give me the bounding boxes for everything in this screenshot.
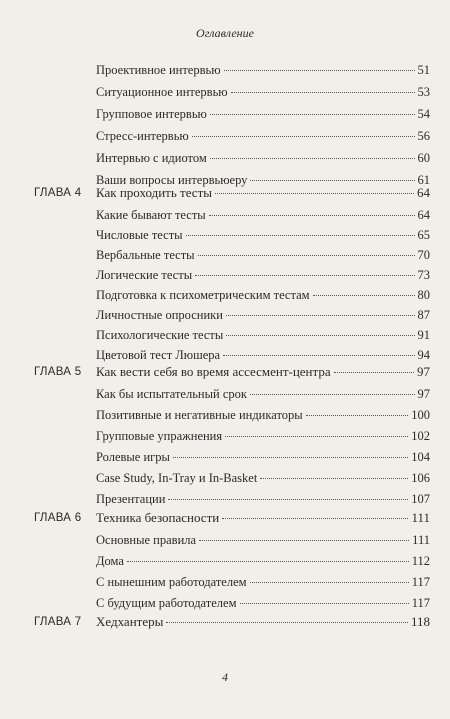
toc-entry <box>96 226 430 244</box>
toc-entry <box>96 61 430 79</box>
dot-leader <box>223 354 414 356</box>
toc-entry <box>96 127 430 145</box>
dot-leader <box>225 435 408 437</box>
toc-entry <box>96 346 430 364</box>
chapter-row <box>96 509 430 527</box>
toc-entry <box>96 266 430 284</box>
entry-page: 102 <box>411 429 430 443</box>
entry-title: Дома <box>96 554 124 568</box>
toc-entry <box>96 448 430 466</box>
toc-entry <box>96 385 430 403</box>
entry-page: 97 <box>417 387 430 401</box>
entry-title: Презентации <box>96 492 166 506</box>
entry-page: 94 <box>417 348 430 362</box>
dot-leader <box>127 560 409 562</box>
toc-entry <box>96 206 430 224</box>
entry-page: 111 <box>412 533 430 547</box>
chapter-row <box>96 184 430 202</box>
toc-entry <box>96 286 430 304</box>
dot-leader <box>209 214 415 216</box>
dot-leader <box>210 113 415 115</box>
dot-leader <box>166 621 408 623</box>
chapter-row <box>96 613 430 631</box>
dot-leader <box>186 234 415 236</box>
entry-title: Ролевые игры <box>96 450 170 464</box>
page-number: 4 <box>222 670 228 684</box>
toc-entry <box>96 531 430 549</box>
entry-title: С нынешним работодателем <box>96 575 247 589</box>
dot-leader <box>173 456 408 458</box>
entry-page: 65 <box>417 228 430 242</box>
entry-title: Числовые тесты <box>96 228 183 242</box>
dot-leader <box>226 334 414 336</box>
chapter-row <box>96 363 430 381</box>
chapter-label: ГЛАВА 4 <box>34 187 82 199</box>
dot-leader <box>306 414 409 416</box>
dot-leader <box>240 602 409 604</box>
entry-page: 56 <box>417 129 430 143</box>
entry-title: Цветовой тест Люшера <box>96 348 221 362</box>
entry-page: 60 <box>417 151 430 165</box>
chapter-title: Как проходить тесты <box>96 185 212 200</box>
entry-title: Личностные опросники <box>96 308 223 322</box>
toc-entry <box>96 326 430 344</box>
entry-title: Основные правила <box>96 533 197 547</box>
entry-page: 100 <box>411 408 430 422</box>
chapter-title: Техника безопасности <box>96 510 220 525</box>
dot-leader <box>168 498 408 500</box>
chapter-label: ГЛАВА 7 <box>34 616 82 628</box>
entry-title: Вербальные тесты <box>96 248 195 262</box>
toc-entry <box>96 246 430 264</box>
toc-entry <box>96 594 430 612</box>
dot-leader <box>224 69 415 71</box>
chapter-label: ГЛАВА 5 <box>34 366 82 378</box>
chapter-page: 111 <box>411 510 430 525</box>
chapter-page: 64 <box>417 185 430 200</box>
toc-entry <box>96 306 430 324</box>
entry-page: 91 <box>417 328 430 342</box>
toc-entry <box>96 406 430 424</box>
entry-title: Проективное интервью <box>96 63 221 77</box>
toc-entry <box>96 105 430 123</box>
entry-title: Позитивные и негативные индикаторы <box>96 408 303 422</box>
toc-entry <box>96 490 430 508</box>
dot-leader <box>192 135 415 137</box>
dot-leader <box>231 91 415 93</box>
entry-page: 87 <box>417 308 430 322</box>
entry-title: Логические тесты <box>96 268 193 282</box>
chapter-title: Как вести себя во время ассесмент-центра <box>96 364 331 379</box>
entry-title: Стресс-интервью <box>96 129 189 143</box>
chapter-title: Хедхантеры <box>96 614 164 629</box>
dot-leader <box>250 179 414 181</box>
entry-title: Групповые упражнения <box>96 429 223 443</box>
entry-title: Ситуационное интервью <box>96 85 228 99</box>
chapter-label: ГЛАВА 6 <box>34 512 82 524</box>
entry-title: Психологические тесты <box>96 328 224 342</box>
dot-leader <box>313 294 415 296</box>
toc-entry <box>96 552 430 570</box>
entry-page: 107 <box>411 492 430 506</box>
dot-leader <box>250 581 409 583</box>
entry-page: 73 <box>417 268 430 282</box>
dot-leader <box>250 393 415 395</box>
entry-page: 51 <box>417 63 430 77</box>
entry-page: 54 <box>417 107 430 121</box>
dot-leader <box>334 371 414 373</box>
dot-leader <box>210 157 415 159</box>
entry-page: 70 <box>417 248 430 262</box>
entry-title: Ваши вопросы интервьюеру <box>96 173 248 187</box>
entry-page: 117 <box>411 596 430 610</box>
entry-title: С будущим работодателем <box>96 596 237 610</box>
entry-page: 104 <box>411 450 430 464</box>
entry-title: Case Study, In-Tray и In-Basket <box>96 471 258 485</box>
entry-title: Как бы испытательный срок <box>96 387 247 401</box>
toc-entry <box>96 83 430 101</box>
chapter-page: 97 <box>417 364 430 379</box>
entry-page: 64 <box>417 208 430 222</box>
entry-page: 61 <box>417 173 430 187</box>
entry-title: Подготовка к психометрическим тестам <box>96 288 310 302</box>
toc-entry <box>96 469 430 487</box>
entry-page: 117 <box>411 575 430 589</box>
entry-title: Групповое интервью <box>96 107 207 121</box>
dot-leader <box>260 477 408 479</box>
running-header: Оглавление <box>196 26 254 40</box>
toc-entry <box>96 573 430 591</box>
entry-page: 106 <box>411 471 430 485</box>
chapter-page: 118 <box>410 614 430 629</box>
dot-leader <box>222 517 408 519</box>
toc-entry <box>96 149 430 167</box>
dot-leader <box>199 539 409 541</box>
dot-leader <box>198 254 415 256</box>
entry-page: 53 <box>417 85 430 99</box>
dot-leader <box>215 192 414 194</box>
toc-entry <box>96 427 430 445</box>
dot-leader <box>226 314 415 316</box>
entry-title: Интервью с идиотом <box>96 151 207 165</box>
entry-page: 112 <box>411 554 430 568</box>
entry-title: Какие бывают тесты <box>96 208 206 222</box>
entry-page: 80 <box>417 288 430 302</box>
dot-leader <box>195 274 414 276</box>
